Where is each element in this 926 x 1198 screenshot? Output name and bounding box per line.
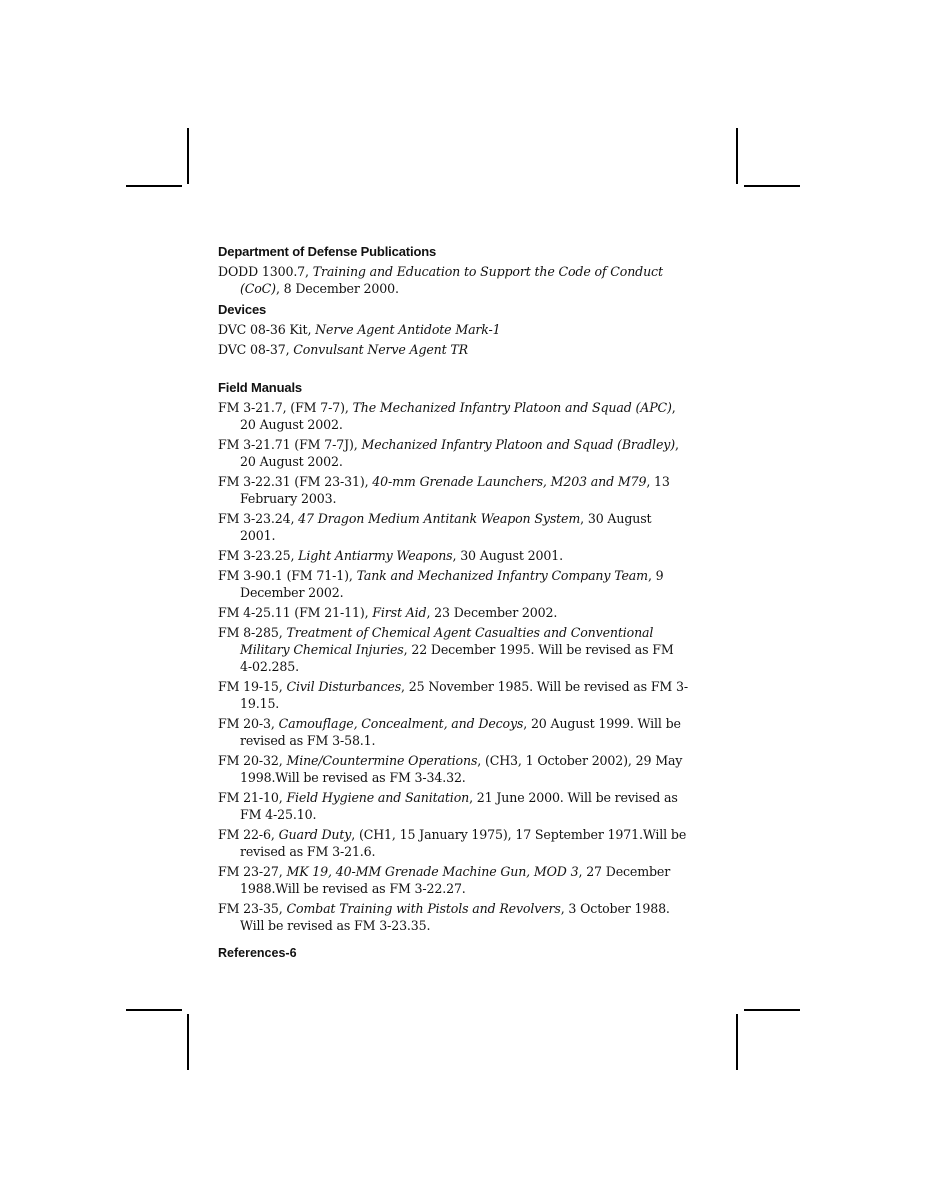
reference-entry: FM 3-21.7, (FM 7-7), The Mechanized Infantry Platoon and Squad (APC), 20 August 2002. [218, 400, 676, 432]
crop-mark-bottom-right-horizontal [744, 1009, 800, 1011]
reference-entry: DVC 08-36 Kit, Nerve Agent Antidote Mark-1 [218, 322, 501, 337]
reference-entry: DODD 1300.7, Training and Education to Support the Code of Conduct (CoC), 8 December 2000. [218, 264, 663, 296]
crop-mark-top-left-horizontal [126, 185, 182, 187]
section-heading-devices: Devices [218, 302, 267, 317]
crop-mark-top-right-horizontal [744, 185, 800, 187]
crop-mark-bottom-right-vertical [736, 1014, 738, 1070]
references-content [218, 243, 688, 934]
reference-entry: FM 21-10, Field Hygiene and Sanitation, 21 June 2000. Will be revised as FM 4-25.10. [218, 790, 678, 822]
crop-mark-top-left-vertical [187, 128, 189, 184]
reference-entry: FM 3-23.24, 47 Dragon Medium Antitank Weapon System, 30 August 2001. [218, 511, 652, 543]
reference-entry: FM 19-15, Civil Disturbances, 25 November 1985. Will be revised as FM 3-19.15. [218, 679, 688, 711]
reference-entry: FM 8-285, Treatment of Chemical Agent Casualties and Conventional Military Chemical Injuries, 22 December 1995. Will be revised as FM 4-02.285. [218, 625, 674, 674]
reference-entry: DVC 08-37, Convulsant Nerve Agent TR [218, 342, 468, 357]
page-footer: References-6 [218, 946, 297, 960]
reference-entry: FM 3-23.25, Light Antiarmy Weapons, 30 August 2001. [218, 548, 563, 563]
reference-entry: FM 3-22.31 (FM 23-31), 40-mm Grenade Launchers, M203 and M79, 13 February 2003. [218, 474, 670, 506]
reference-entry: FM 4-25.11 (FM 21-11), First Aid, 23 December 2002. [218, 605, 558, 620]
crop-mark-top-right-vertical [736, 128, 738, 184]
reference-entry: FM 20-3, Camouflage, Concealment, and Decoys, 20 August 1999. Will be revised as FM 3-58.1. [218, 716, 681, 748]
reference-entry: FM 22-6, Guard Duty, (CH1, 15 January 1975), 17 September 1971.Will be revised as FM 3-21.6. [218, 827, 687, 859]
section-heading-dod-publications: Department of Defense Publications [218, 244, 437, 259]
reference-entry: FM 23-35, Combat Training with Pistols and Revolvers, 3 October 1988. Will be revised as FM 3-23.35. [218, 901, 670, 933]
reference-entry: FM 3-90.1 (FM 71-1), Tank and Mechanized Infantry Company Team, 9 December 2002. [218, 568, 664, 600]
section-heading-field-manuals: Field Manuals [218, 380, 303, 395]
reference-entry: FM 20-32, Mine/Countermine Operations, (CH3, 1 October 2002), 29 May 1998.Will be revised as FM 3-34.32. [218, 753, 683, 785]
reference-entry: FM 3-21.71 (FM 7-7J), Mechanized Infantry Platoon and Squad (Bradley), 20 August 2002. [218, 437, 679, 469]
crop-mark-bottom-left-vertical [187, 1014, 189, 1070]
crop-mark-bottom-left-horizontal [126, 1009, 182, 1011]
reference-entry: FM 23-27, MK 19, 40-MM Grenade Machine Gun, MOD 3, 27 December 1988.Will be revised as FM 3-22.27. [218, 864, 671, 896]
